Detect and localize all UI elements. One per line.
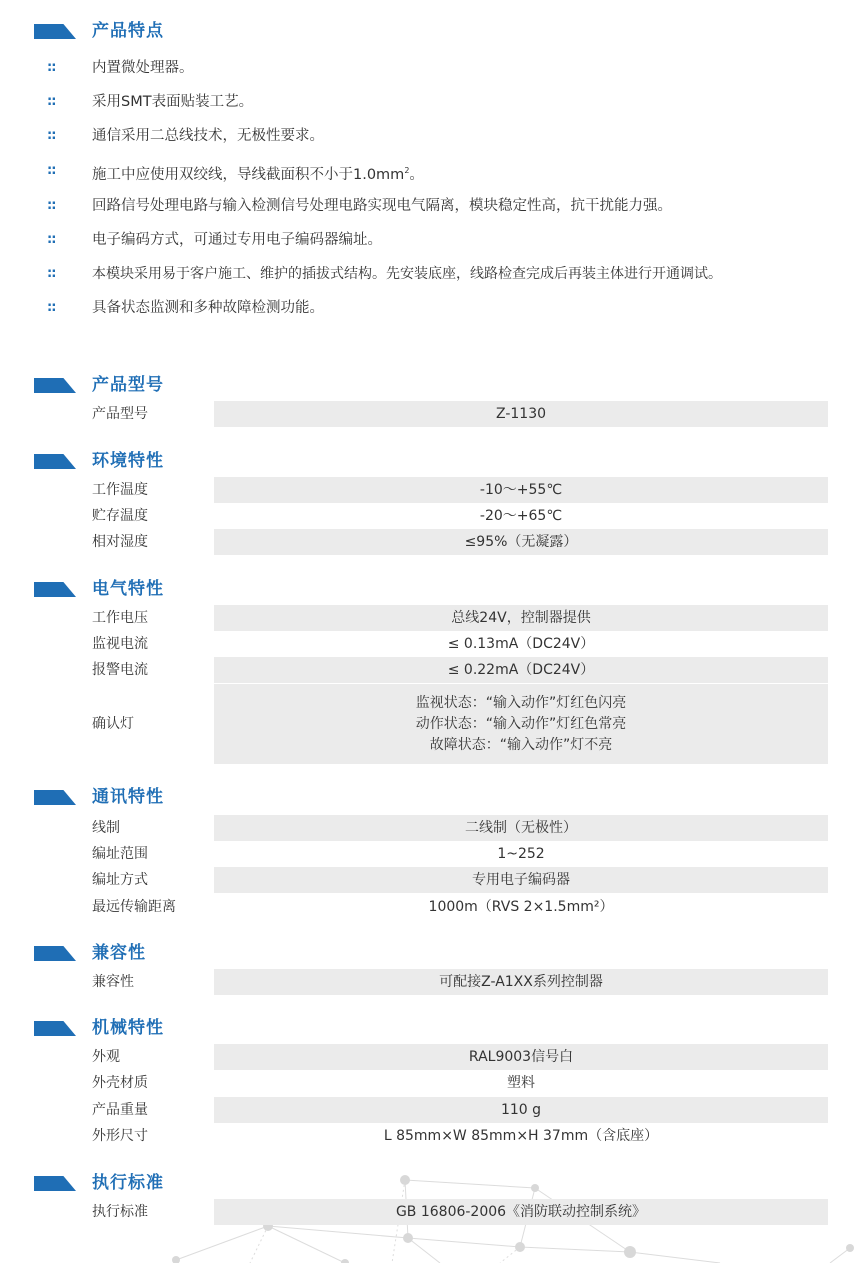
feature-item <box>0 161 865 183</box>
spec-value: RAL9003信号白 <box>214 1044 828 1070</box>
section-title: 兼容性 <box>92 943 146 963</box>
bullet-icon: :: <box>47 163 56 178</box>
spec-row <box>0 867 865 893</box>
spec-label: 最远传输距离 <box>92 899 176 915</box>
spec-label: 线制 <box>92 820 120 836</box>
spec-label: 监视电流 <box>92 636 148 652</box>
spec-label: 编址方式 <box>92 872 148 888</box>
spec-row <box>0 657 865 683</box>
section-marker-icon <box>34 24 76 39</box>
spec-row <box>0 815 865 841</box>
spec-value: -20～+65℃ <box>214 503 828 529</box>
feature-text-suffix: 。 <box>409 166 424 183</box>
bullet-icon: :: <box>47 60 56 75</box>
section-marker-icon <box>34 454 76 469</box>
spec-row <box>0 631 865 657</box>
spec-value: ≤95%（无凝露） <box>214 529 828 555</box>
spec-row <box>0 1199 865 1225</box>
bullet-icon: :: <box>47 232 56 247</box>
feature-item <box>0 298 865 320</box>
features-header <box>0 20 400 44</box>
electrical-header <box>0 578 400 602</box>
section-marker-icon <box>34 790 76 805</box>
section-marker-icon <box>34 378 76 393</box>
feature-text: 电子编码方式，可通过专用电子编码器编址。 <box>92 232 382 248</box>
spec-row <box>0 605 865 631</box>
superscript: 2 <box>404 166 410 175</box>
spec-label: 编址范围 <box>92 846 148 862</box>
spec-row <box>0 529 865 555</box>
spec-row <box>0 1097 865 1123</box>
spec-value: ≤ 0.13mA（DC24V） <box>214 631 828 657</box>
spec-row <box>0 1123 865 1149</box>
section-marker-icon <box>34 1021 76 1036</box>
indicator-line: 故障状态：“输入动作”灯不亮 <box>429 736 613 753</box>
spec-value: 二线制（无极性） <box>214 815 828 841</box>
spec-value: GB 16806-2006《消防联动控制系统》 <box>214 1199 828 1225</box>
section-title: 环境特性 <box>92 451 164 471</box>
spec-value: 1000m（RVS 2×1.5mm²） <box>214 894 828 920</box>
compatibility-header <box>0 942 400 966</box>
spec-label: 产品重量 <box>92 1102 148 1118</box>
spec-label: 产品型号 <box>92 406 148 422</box>
feature-text: 通信采用二总线技术，无极性要求。 <box>92 128 324 144</box>
standard-header <box>0 1172 400 1196</box>
section-title: 电气特性 <box>92 579 164 599</box>
spec-row <box>0 1070 865 1096</box>
spec-row <box>0 841 865 867</box>
bullet-icon: :: <box>47 300 56 315</box>
spec-value: 专用电子编码器 <box>214 867 828 893</box>
feature-text: 采用SMT表面贴装工艺。 <box>92 94 254 110</box>
mechanical-header <box>0 1017 400 1041</box>
section-title: 机械特性 <box>92 1018 164 1038</box>
spec-row <box>0 1044 865 1070</box>
spec-label: 工作温度 <box>92 482 148 498</box>
spec-label: 确认灯 <box>92 716 134 732</box>
model-header <box>0 374 400 398</box>
spec-value: -10～+55℃ <box>214 477 828 503</box>
spec-value: L 85mm×W 85mm×H 37mm（含底座） <box>214 1123 828 1149</box>
spec-label: 兼容性 <box>92 974 134 990</box>
spec-row <box>0 477 865 503</box>
spec-label: 执行标准 <box>92 1204 148 1220</box>
feature-text: 回路信号处理电路与输入检测信号处理电路实现电气隔离，模块稳定性高，抗干扰能力强。 <box>92 198 672 214</box>
spec-value: 可配接Z-A1XX系列控制器 <box>214 969 828 995</box>
bullet-icon: :: <box>47 128 56 143</box>
indicator-line: 动作状态：“输入动作”灯红色常亮 <box>415 715 627 732</box>
spec-value: 110 g <box>214 1097 828 1123</box>
spec-label: 外形尺寸 <box>92 1128 148 1144</box>
section-title: 产品特点 <box>92 21 164 41</box>
spec-label: 外壳材质 <box>92 1075 148 1091</box>
spec-value: 塑料 <box>214 1070 828 1096</box>
feature-text: 具备状态监测和多种故障检测功能。 <box>92 300 324 316</box>
environment-header <box>0 450 400 474</box>
spec-row <box>0 684 865 764</box>
feature-item <box>0 58 865 80</box>
spec-value: Z-1130 <box>214 401 828 427</box>
spec-label: 相对湿度 <box>92 534 148 550</box>
feature-item <box>0 196 865 218</box>
spec-label: 工作电压 <box>92 610 148 626</box>
feature-item <box>0 126 865 148</box>
spec-label: 贮存温度 <box>92 508 148 524</box>
spec-label: 外观 <box>92 1049 120 1065</box>
spec-row <box>0 969 865 995</box>
spec-value: ≤ 0.22mA（DC24V） <box>214 657 828 683</box>
spec-value <box>214 684 828 764</box>
spec-value: 总线24V，控制器提供 <box>214 605 828 631</box>
feature-item <box>0 92 865 114</box>
feature-text: 内置微处理器。 <box>92 60 194 76</box>
section-title: 执行标准 <box>92 1173 164 1193</box>
communication-header <box>0 786 400 810</box>
feature-text: 本模块采用易于客户施工、维护的插拔式结构。先安装底座，线路检查完成后再装主体进行开通调试。 <box>92 266 722 282</box>
spec-row <box>0 503 865 529</box>
section-marker-icon <box>34 946 76 961</box>
spec-value: 1~252 <box>214 841 828 867</box>
feature-item <box>0 264 865 286</box>
section-marker-icon <box>34 1176 76 1191</box>
spec-row <box>0 401 865 427</box>
section-marker-icon <box>34 582 76 597</box>
bullet-icon: :: <box>47 94 56 109</box>
section-title: 产品型号 <box>92 375 164 395</box>
bullet-icon: :: <box>47 198 56 213</box>
feature-text <box>92 161 424 185</box>
feature-item <box>0 230 865 252</box>
section-title: 通讯特性 <box>92 787 164 807</box>
bullet-icon: :: <box>47 266 56 281</box>
feature-text-main: 施工中应使用双绞线，导线截面积不小于1.0mm <box>92 166 405 183</box>
spec-label: 报警电流 <box>92 662 148 678</box>
spec-row <box>0 894 865 920</box>
indicator-line: 监视状态：“输入动作”灯红色闪亮 <box>415 694 627 711</box>
